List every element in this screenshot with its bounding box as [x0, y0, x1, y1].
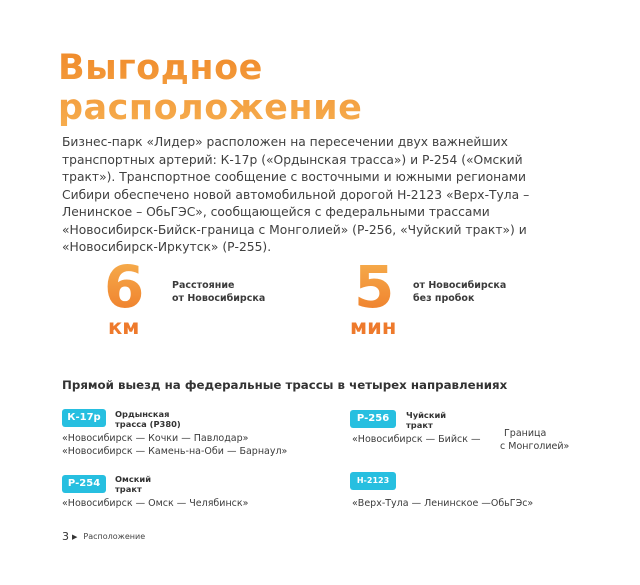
route-n2123-line-1: «Верх-Тула — Ленинское —ОбьГЭс»: [352, 498, 534, 509]
road-badge-k17r: К-17р: [62, 409, 106, 427]
title-line-1: Выгодное: [58, 48, 263, 88]
footer-section-label: Расположение: [83, 532, 146, 541]
road-badge-r254: Р-254: [62, 475, 106, 493]
section-title: Прямой выезд на федеральные трассы в четырех направлениях: [62, 378, 508, 392]
title-line-2: расположение: [58, 88, 363, 128]
road-badge-r256: Р-256: [350, 410, 396, 428]
distance-label-line-2: от Новосибирска: [172, 293, 266, 304]
route-r256-part-2: [502, 427, 582, 453]
route-k17r: [62, 432, 287, 458]
route-r254: [62, 497, 248, 510]
road-name-r256: [406, 410, 446, 430]
time-label: [413, 279, 553, 305]
route-r256-part-2-line-2: с Монголией»: [500, 441, 570, 452]
time-label-line-1: от Новосибирска: [413, 280, 507, 291]
time-value: 5: [354, 253, 395, 321]
time-unit: мин: [350, 315, 397, 339]
page-title: [58, 48, 362, 128]
road-name-k17r-line-1: Ордынская: [115, 409, 170, 419]
road-name-r256-line-1: Чуйский: [406, 410, 447, 420]
distance-value: 6: [104, 253, 145, 321]
road-name-r254-line-2: тракт: [115, 484, 142, 494]
road-badge-n2123: Н-2123: [350, 472, 396, 490]
road-name-k17r: [115, 409, 181, 429]
triangle-right-icon: ▶: [72, 532, 78, 541]
route-r254-line-1: «Новосибирск — Омск — Челябинск»: [62, 498, 249, 509]
distance-label-line-1: Расстояние: [172, 280, 235, 291]
route-k17r-line-2: «Новосибирск — Камень-на-Оби — Барнаул»: [62, 446, 288, 457]
route-k17r-line-1: «Новосибирск — Кочки — Павлодар»: [62, 433, 249, 444]
road-name-k17r-line-2: трасса (Р380): [115, 419, 181, 429]
route-n2123: [352, 497, 533, 510]
route-r256-part-1: «Новосибирск — Бийск —: [352, 434, 481, 445]
route-r256-part-2-line-1: Граница: [504, 428, 547, 439]
road-name-r254-line-1: Омский: [115, 474, 152, 484]
time-label-line-2: без пробок: [413, 293, 475, 304]
road-name-r254: [115, 474, 151, 494]
distance-unit: км: [108, 315, 140, 339]
page-number: 3: [62, 530, 69, 543]
intro-paragraph: Бизнес-парк «Лидер» расположен на пересечении двух важнейших транспортных артерий: К-17р («Ордынская трасса») и Р-254 («Омский тракт»). Транспортное сообщение с восточными и южными регионами Сибири обеспечено новой автомобильной дорогой Н-2123 «Верх-Тула – Ленинское – ОбьГЭС», сообщающейся с федеральными трассами «Новосибирск-Бийск-граница с Монголией» (Р-256, «Чуйский тракт») и «Новосибирск-Иркутск» (Р-255).: [62, 135, 530, 254]
distance-label: [172, 279, 312, 305]
page-footer: [62, 530, 145, 543]
road-name-r256-line-2: тракт: [406, 420, 433, 430]
